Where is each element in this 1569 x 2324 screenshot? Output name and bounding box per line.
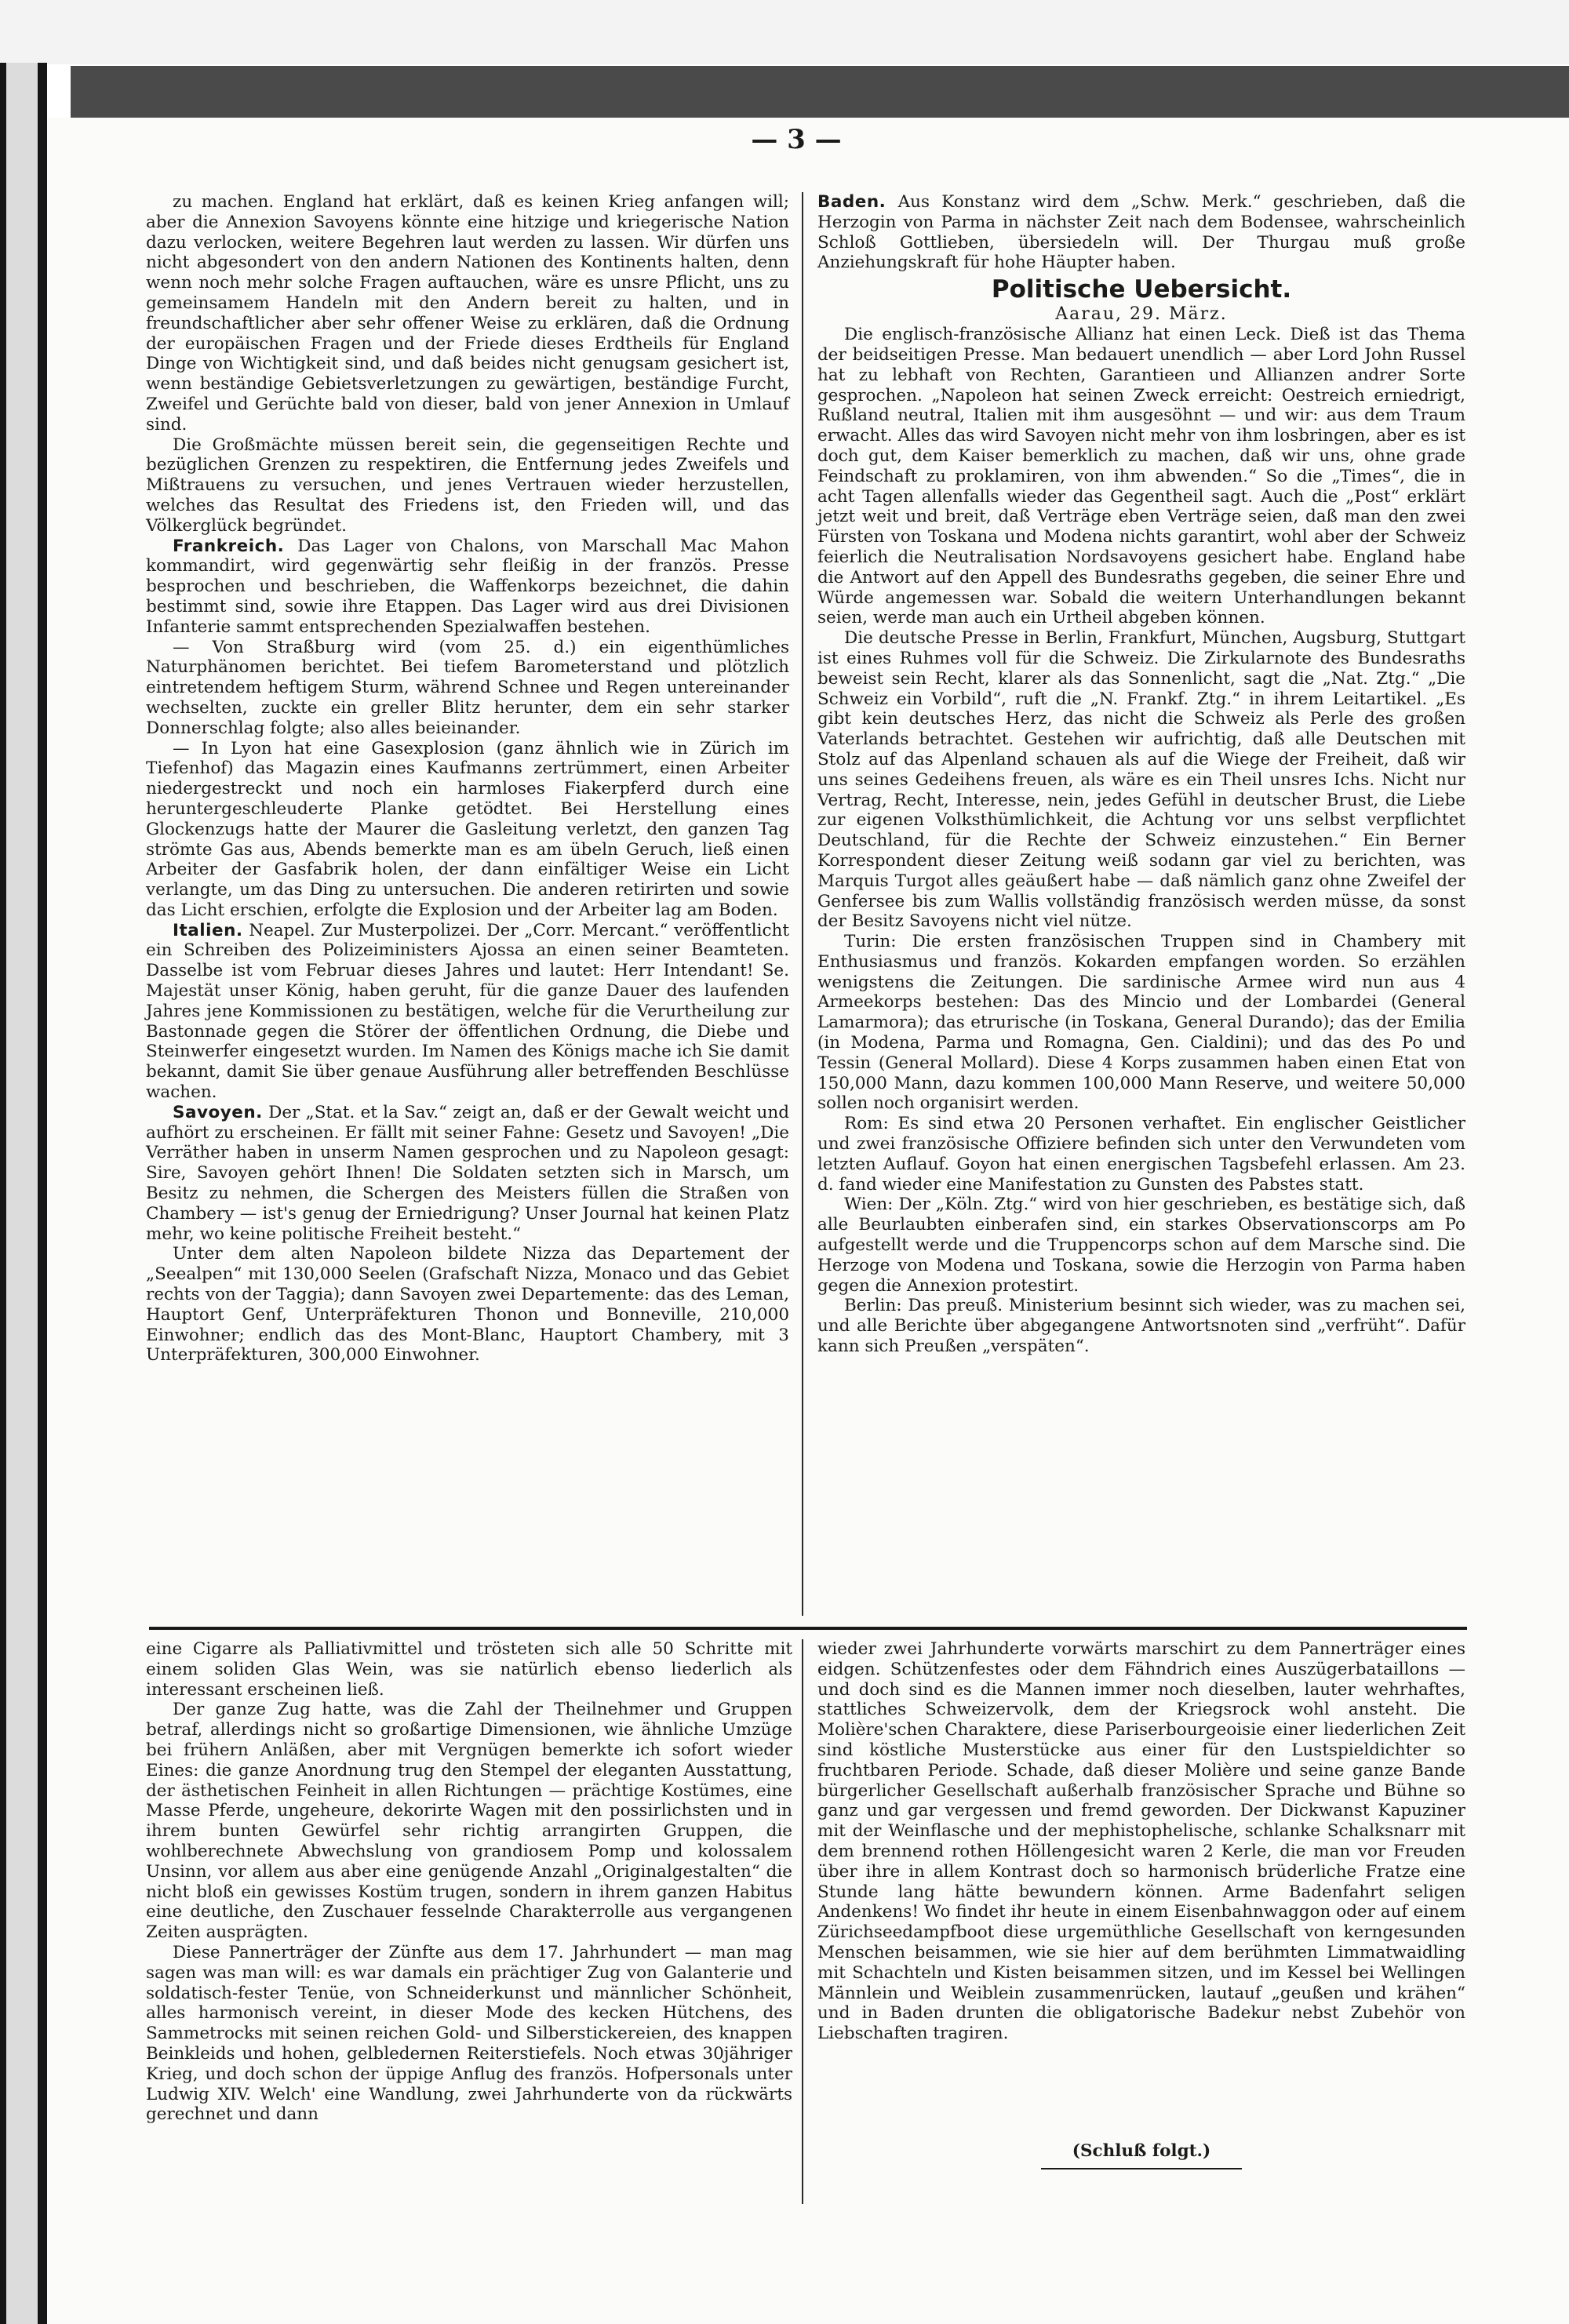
article-paragraph bbox=[146, 1943, 792, 2125]
paragraph-text: Turin: Die ersten französischen Truppen sind in Chambery mit Enthusiasmus und französ. Kokarden empfangen worden. So erzählen wenigstens die Zeitungen. Die sardinische Armee wird nun aus 4 Armeekorps bestehen: Das des Mincio und der Lombardei (General Lamarmora); das etrurische (in Toskana, General Durando); das der Emilia (in Modena, Parma und Romagna, Gen. Cialdini); und das des Po und Tessin (General Mollard). Diese 4 Korps zusammen haben einen Etat von 150,000 Mann, dazu kommen 100,000 Mann Reserve, und weitere 50,000 sollen noch organisirt werden. bbox=[817, 932, 1465, 1114]
paragraph-text: zu machen. England hat erklärt, daß es keinen Krieg anfangen will; aber die Annexion Savoyens könnte eine hitzige und kriegerische Nation dazu verlocken, weitere Begehren laut werden zu lassen. Wir dürfen uns nicht abgesondert von den andern Nationen des Kontinents halten, denn wenn noch mehr solche Fragen auftauchen, wäre es unsre Pflicht, uns zu gemeinsamem Handeln mit den Andern bereit zu halten, und in freundschaftlicher aber sehr offener Weise zu erklären, daß die Ordnung der europäischen Fragen und der Friede dieses Erdtheils für England Dinge von Wichtigkeit sind, und daß beides nicht genugsam gesichert ist, wenn beständige Gebietsverletzungen zu gewärtigen, beständige Furcht, Zweifel und Gerüchte bald von dieser, bald von jener Annexion in Umlauf sind. bbox=[146, 192, 789, 435]
country-heading: Italien. bbox=[173, 920, 243, 940]
article-paragraph bbox=[146, 1103, 789, 1245]
article-paragraph bbox=[146, 739, 789, 921]
scan-left-edge-inner bbox=[6, 63, 38, 2324]
paragraph-text: — Von Straßburg wird (vom 25. d.) ein eigenthümliches Naturphänomen berichtet. Bei tiefem Barometerstand und plötzlich eintretendem heftigem Sturm, während Schnee und Regen untereinander wechselten, zuckte ein greller Blitz herunter, dem ein sehr starker Donnerschlag folgte; also alles beieinander. bbox=[146, 637, 789, 738]
article-paragraph bbox=[817, 325, 1465, 628]
scan-left-edge bbox=[0, 63, 47, 2324]
country-heading: Baden. bbox=[817, 192, 886, 212]
article-paragraph bbox=[817, 628, 1465, 932]
paragraph-text: Wien: Der „Köln. Ztg.“ wird von hier geschrieben, es bestätige sich, daß alle Beurlaubten einberafen sind, ein starkes Observationscorps am Po aufgestellt werde und die Truppencorps schon auf dem Marsche sind. Die Herzoge von Modena und Toskana, sowie die Herzogin von Parma haben gegen die Annexion protestirt. bbox=[817, 1195, 1465, 1296]
article-paragraph bbox=[146, 192, 789, 435]
feuilleton-rule bbox=[149, 1627, 1467, 1630]
article-paragraph bbox=[146, 435, 789, 536]
paragraph-text: Die englisch-französische Allianz hat einen Leck. Dieß ist das Thema der beidseitigen Presse. Man bedauert unendlich — aber Lord John Russel hat zu lebhaft von Rechten, Garantieen und Allianzen andrer Sorte gesprochen. „Napoleon hat seinen Zweck erreicht: Oestreich erniedrigt, Rußland neutral, Italien mit ihm ausgesöhnt — und wir: aus dem Traum erwacht. Alles das wird Savoyen nicht mehr von ihm losbringen, aber es ist doch gut, dem Kaiser bemerklich zu machen, daß wir uns, ohne grade Feindschaft zu proklamiren, von ihm abwenden.“ So die „Times“, die in acht Tagen allenfalls wieder das Gegentheil sagt. Auch die „Post“ erklärt jetzt weit und breit, daß Verträge eben Verträge seien, daß man den zwei Fürsten von Toskana und Modena nichts garantirt, wohl aber der Schweiz feierlich die Neutralisation Nordsavoyens gesichert habe. England habe die Antwort auf den Appell des Bundesraths gegeben, die seiner Ehre und Würde angemessen war. Sobald die weitern Unterhandlungen bekannt seien, werde man auch ein Urtheil abgeben können. bbox=[817, 325, 1465, 628]
article-paragraph bbox=[146, 921, 789, 1103]
paragraph-text: Die Großmächte müssen bereit sein, die gegenseitigen Rechte und bezüglichen Grenzen zu respektiren, die Entfernung jedes Zweifels und Mißtrauens zu versuchen, und jenes Vertrauen wieder herzustellen, welches das Resultat des Friedens ist, den Frieden will, und das Völkerglück begründet. bbox=[146, 435, 789, 536]
column-divider-upper bbox=[802, 192, 803, 1616]
country-heading: Frankreich. bbox=[173, 536, 285, 556]
scan-top-margin bbox=[0, 0, 1569, 64]
paragraph-text: Unter dem alten Napoleon bildete Nizza das Departement der „Seealpen“ mit 130,000 Seelen (Grafschaft Nizza, Monaco und das Gebiet rechts von der Taggia); dann Savoyen zwei Departemente: das des Leman, Hauptort Genf, Unterpräfekturen Thonon und Bonneville, 210,000 Einwohner; endlich das des Mont-Blanc, Hauptort Chambery, mit 3 Unterpräfekturen, 300,000 Einwohner. bbox=[146, 1244, 789, 1366]
lower-right-column bbox=[817, 1639, 1465, 2044]
article-paragraph bbox=[817, 1296, 1465, 1356]
article-paragraph bbox=[817, 192, 1465, 273]
article-paragraph bbox=[146, 1244, 789, 1366]
dateline: Aarau, 29. März. bbox=[1055, 304, 1228, 325]
paragraph-text: Der „Stat. et la Sav.“ zeigt an, daß er der Gewalt weicht und aufhört zu erscheinen. Er fällt mit seiner Fahne: Gesetz und Savoyen! „Die Verräther haben in unserm Namen gesprochen und zu Napoleon gesagt: Sire, Savoyen gehört Ihnen! Die Soldaten setzten sich in Marsch, um Besitz zu nehmen, die Schergen des Meisters füllen die Straßen von Chambery — ist's genug der Erniedrigung? Unser Journal hat keinen Platz mehr, wo keine politische Freiheit besteht.“ bbox=[146, 1102, 789, 1244]
paragraph-text: Das Lager von Chalons, von Marschall Mac Mahon kommandirt, wird gegenwärtig sehr fleißig in der französ. Presse besprochen und beschrieben, die Waffenkorps bezeichnet, die dahin bestimmt sind, sowie ihre Etappen. Das Lager wird aus drei Divisionen Infanterie sammt entsprechenden Spezialwaffen bestehen. bbox=[146, 536, 790, 637]
lower-left-column bbox=[146, 1639, 792, 2125]
continuation-note: (Schluß folgt.) bbox=[1041, 2141, 1242, 2169]
paragraph-text: Aus Konstanz wird dem „Schw. Merk.“ geschrieben, daß die Herzogin von Parma in nächster Zeit nach dem Bodensee, wahrscheinlich Schloß Gottlieben, übersiedeln will. Der Thurgau muß große Anziehungskraft für hohe Häupter haben. bbox=[817, 192, 1465, 273]
page-number: — 3 — bbox=[751, 124, 842, 155]
paragraph-text: Die deutsche Presse in Berlin, Frankfurt, München, Augsburg, Stuttgart ist eines Ruhmes voll für die Schweiz. Die Zirkularnote des Bundesraths beweist sein Recht, klarer als das Sonnenlicht, sagt die „Nat. Ztg.“ „Die Schweiz ein Vorbild“, ruft die „N. Frankf. Ztg.“ in ihrem Leitartikel. „Es gibt kein deutsches Herz, das nicht die Schweiz als Perle des großen Vaterlands betrachtet. Gestehen wir aufrichtig, daß alle Deutschen mit Stolz auf das Alpenland schauen als auf die Wiege der Freiheit, daß wir uns seines Gedeihens freuen, als wäre es ein Theil unsres Ichs. Nicht nur Vertrag, Recht, Interesse, nein, jedes Gefühl in deutscher Brust, die Liebe zur eigenen Volksthümlichkeit, die Achtung vor uns selbst verpflichtet Deutschland, für die Rechte der Schweiz einzustehen.“ Ein Berner Korrespondent dieser Zeitung weiß sodann gar viel zu berichten, was Marquis Turgot alles geäußert habe — daß nämlich ganz ohne Zweifel der Genfersee bis zum Wallis vollständig französisch werden müsse, da sonst der Besitz Savoyens nicht viel nütze. bbox=[817, 628, 1465, 932]
country-heading: Savoyen. bbox=[173, 1102, 263, 1122]
section-heading: Politische Uebersicht. bbox=[991, 275, 1292, 304]
article-paragraph bbox=[817, 1639, 1465, 2044]
column-divider-lower bbox=[802, 1639, 803, 2204]
paragraph-text: Neapel. Zur Musterpolizei. Der „Corr. Mercant.“ veröffentlicht ein Schreiben des Polizeiministers Ajossa an einen seiner Beamteten. Dasselbe ist vom Februar dieses Jahres und lautet: Herr Intendant! Se. Majestät unser König, haben geruht, für die ganze Dauer des laufenden Jahres jene Kommissionen zu bestätigen, welche für die Verurtheilung zur Bastonnade gegen die Störer der öffentlichen Ordnung, die Diebe und Steinwerfer eingesetzt wurden. Im Namen des Königs mache ich Sie damit bekannt, damit Sie über genaue Ausführung aller betreffenden Beschlüsse wachen. bbox=[146, 920, 789, 1103]
paragraph-text: Berlin: Das preuß. Ministerium besinnt sich wieder, was zu machen sei, und alle Berichte über abgegangene Antwortsnoten sind „verfrüht“. Dafür kann sich Preußen „verspäten“. bbox=[817, 1296, 1465, 1357]
continuation-note-box bbox=[817, 2141, 1465, 2169]
article-paragraph bbox=[146, 638, 789, 739]
upper-right-column bbox=[817, 192, 1465, 1357]
article-paragraph bbox=[146, 1700, 792, 1943]
scan-shadow-band bbox=[71, 66, 1569, 121]
paragraph-text: eine Cigarre als Palliativmittel und trösteten sich alle 50 Schritte mit einem soliden Glas Wein, was sie natürlich ebenso liederlich als interessant erscheinen ließ. bbox=[146, 1639, 792, 1700]
article-paragraph bbox=[817, 932, 1465, 1114]
paragraph-text: wieder zwei Jahrhunderte vorwärts marschirt zu dem Pannerträger eines eidgen. Schützenfestes oder dem Fähndrich eines Auszügerbataillons — und doch sind es die Mannen immer noch dieselben, lauter wehrhaftes, stattliches Schweizervolk, dem der Kriegsrock wohl ansteht. Die Molière'schen Charaktere, diese Pariserbourgeoisie einer liederlichen Zeit sind köstliche Musterstücke aus einer für den Lustspieldichter so fruchtbaren Periode. Schade, daß dieser Molière und seine ganze Bande bürgerlicher Gesellschaft außerhalb französischer Sprache und Bühne so ganz und gar vergessen und fremd geworden. Der Dickwanst Kapuziner mit der Weinflasche und der mephistophelische, schlanke Schalksnarr mit dem brennend rothen Höllengesicht waren 2 Kerle, die man vor Freuden über ihre in allem Kontrast doch so harmonisch brüderliche Fratze eine Stunde lang hätte bewundern können. Arme Badenfahrt seligen Andenkens! Wo findet ihr heute in einem Eisenbahnwaggon oder auf einem Zürichseedampfboot diese urgemüthliche Gesellschaft von kerngesunden Menschen beisammen, wie sie hier auf dem berühmten Limmatwaidling mit Schachteln und Kisten beisammen sitzen, und im Kessel bei Wellingen Männlein und Weiblein zusammenrücken, lautauf „geußen und krähen“ und in Baden drunten die obligatorische Badekur nebst Zubehör von Liebschaften tragiren. bbox=[817, 1639, 1465, 2044]
article-paragraph bbox=[817, 1195, 1465, 1296]
paragraph-text: Der ganze Zug hatte, was die Zahl der Theilnehmer und Gruppen betraf, allerdings nicht so großartige Dimensionen, wie ähnliche Umzüge bei frühern Anläßen, aber mit Vergnügen bemerkte ich sofort wieder Eines: die ganze Anordnung trug den Stempel der eleganten Ausstattung, der ästhetischen Feinheit in allen Richtungen — prächtige Kostümes, eine Masse Pferde, ungeheure, dekorirte Wagen mit den possirlichsten und in ihrem bunten Gewürfel sehr richtig arrangirten Gruppen, die wohlberechnete Abwechslung von grandiosem Pomp und kolossalem Unsinn, vor allem aus aber eine genügende Anzahl „Originalgestalten“ die nicht bloß ein gewisses Kostüm trugen, sondern in ihrem ganzen Habitus eine deutliche, den Zuschauer fesselnde Charakterrolle aus vergangenen Zeiten ausprägten. bbox=[146, 1700, 792, 1943]
paragraph-text: Rom: Es sind etwa 20 Personen verhaftet. Ein englischer Geistlicher und zwei französische Offiziere befinden sich unter den Verwundeten vom letzten Auflauf. Goyon hat einen energischen Tagsbefehl erlassen. Am 23. d. fand wieder eine Manifestation zu Gunsten des Pabstes statt. bbox=[817, 1114, 1465, 1195]
paragraph-text: — In Lyon hat eine Gasexplosion (ganz ähnlich wie in Zürich im Tiefenhof) das Magazin eines Kaufmanns zertrümmert, einen Arbeiter niedergestreckt und noch ein harmloses Fiakerpferd durch eine heruntergeschleuderte Planke getödtet. Bei Herstellung eines Glockenzugs hatte der Maurer die Gasleitung verletzt, den ganzen Tag strömte Gas aus, Abends bemerkte man es am übeln Geruch, ließ einen Arbeiter der Gasfabrik holen, der dann einfältiger Weise ein Licht verlangte, um das Ding zu untersuchen. Die anderen retirirten und sowie das Licht erschien, erfolgte die Explosion und der Arbeiter lag am Boden. bbox=[146, 738, 789, 920]
upper-left-column bbox=[146, 192, 789, 1366]
article-paragraph bbox=[146, 536, 789, 638]
article-paragraph bbox=[817, 1114, 1465, 1195]
article-paragraph bbox=[146, 1639, 792, 1700]
paragraph-text: Diese Pannerträger der Zünfte aus dem 17. Jahrhundert — man mag sagen was man will: es war damals ein prächtiger Zug von Galanterie und soldatisch-fester Tenüe, von Schneiderkunst und männlicher Schönheit, alles harmonisch vereint, in dieser Mode des kecken Hütchens, des Sammetrocks mit seinen reichen Gold- und Silberstickereien, des knappen Beinkleids und hohen, gelbledernen Reiterstiefels. Noch etwas 30jähriger Krieg, und doch schon der üppige Anflug des französ. Hofpersonals unter Ludwig XIV. Welch' eine Wandlung, zwei Jahrhunderte von da rückwärts gerechnet und dann bbox=[146, 1942, 792, 2125]
